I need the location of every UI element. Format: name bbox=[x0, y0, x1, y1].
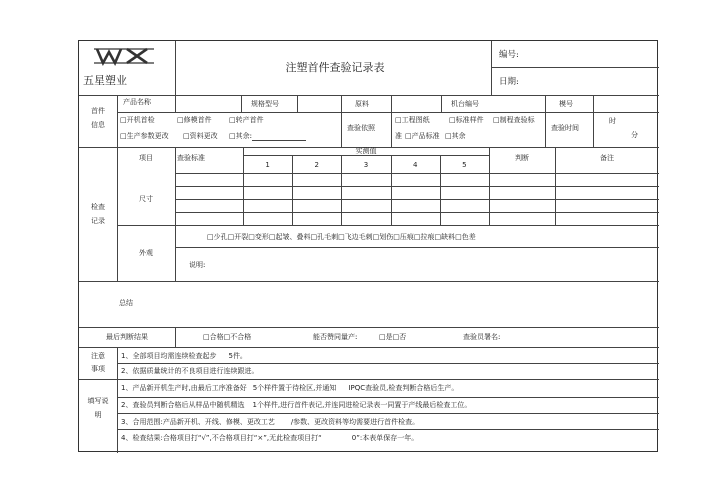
remark-col-header: 备注 bbox=[600, 154, 614, 162]
final-result-options[interactable]: □合格□不合格 bbox=[203, 333, 252, 341]
reason-other[interactable] bbox=[229, 132, 306, 141]
measure-col-4: 4 bbox=[412, 161, 418, 169]
basis-product-std[interactable]: □产品标准 bbox=[405, 132, 440, 140]
basis-other[interactable]: □其余 bbox=[445, 132, 466, 140]
reason-param-change[interactable]: □生产参数更改 bbox=[120, 132, 169, 140]
hour-label: 时 bbox=[609, 117, 616, 125]
judge-col-header: 判断 bbox=[515, 154, 529, 162]
defect-options[interactable]: □少孔□开裂□变形□起皱、叠料□孔毛刺□飞边毛刺□划伤□压痕□拉痕□缺料□色差 bbox=[207, 233, 476, 241]
signer-label: 查验员署名: bbox=[463, 333, 501, 341]
basis-label: 查验依照 bbox=[347, 124, 375, 132]
measured-col-header: 实测值 bbox=[355, 147, 377, 155]
fill-line-4: 4、检查结果:合格项目打“√”,不合格项目打“×”,无此检查项目打“ 0”:本表单保存一年。 bbox=[121, 434, 419, 442]
reason-product-change[interactable]: □转产首件 bbox=[229, 116, 264, 124]
final-result-label: 最后判断结果 bbox=[106, 333, 148, 341]
basis-process-end: 准 bbox=[395, 132, 402, 140]
standard-col-header: 查验标准 bbox=[177, 154, 205, 162]
spec-label: 规格型号 bbox=[251, 100, 279, 108]
fill-label-2: 明 bbox=[94, 411, 102, 419]
mold-no-label: 模号 bbox=[559, 100, 573, 108]
material-label: 原料 bbox=[355, 100, 369, 108]
measure-col-5: 5 bbox=[462, 161, 467, 169]
note-label: 说明: bbox=[189, 261, 206, 269]
measure-col-1: 1 bbox=[265, 161, 270, 169]
minute-label: 分 bbox=[631, 131, 638, 139]
note-line-2: 2、依据质量统计的不良项目进行连续跟进。 bbox=[121, 367, 259, 375]
fill-line-3: 3、合用范围:产品新开机、开线、修模、更改工艺 /参数、更改资料等均需要进行首件检查。 bbox=[121, 418, 420, 426]
machine-no-label: 机台编号 bbox=[451, 100, 479, 108]
product-name-label: 产品名称 bbox=[123, 98, 151, 106]
company-name: 五星塑业 bbox=[83, 74, 127, 87]
reason-other-input[interactable] bbox=[252, 133, 306, 141]
summary-label: 总结 bbox=[119, 299, 133, 307]
wx-logo-icon bbox=[93, 45, 157, 67]
inspection-label-1: 检查 bbox=[91, 203, 105, 211]
mass-production-options[interactable]: □是□否 bbox=[379, 333, 407, 341]
fill-line-1: 1、产品新开机生产时,由最后工序准备好 5个样件置于待检区,并通知 IPQC查验员,检查判断合格后生产。 bbox=[121, 384, 459, 392]
notes-label-2: 事项 bbox=[91, 365, 105, 373]
date-label: 日期: bbox=[499, 77, 519, 87]
reason-doc-change[interactable]: □资料更改 bbox=[183, 132, 218, 140]
basis-process[interactable]: □制程查验标 bbox=[493, 116, 535, 124]
size-label: 尺寸 bbox=[139, 195, 153, 203]
reason-other-label: □其余: bbox=[229, 132, 252, 140]
measure-col-3: 3 bbox=[363, 161, 369, 169]
basis-sample[interactable]: □标准样件 bbox=[449, 116, 484, 124]
info-label-2: 信息 bbox=[91, 121, 105, 129]
mass-production-label: 能否赞同量产: bbox=[313, 333, 358, 341]
measure-col-2: 2 bbox=[314, 161, 320, 169]
basis-drawing[interactable]: □工程图纸 bbox=[395, 116, 430, 124]
inspection-label-2: 记录 bbox=[91, 217, 105, 225]
item-col-header: 项目 bbox=[139, 154, 153, 162]
note-line-1: 1、全部项目均需连续检查起步 5件。 bbox=[121, 352, 247, 360]
form-title: 注塑首件查验记录表 bbox=[285, 61, 385, 74]
reason-mold-repair[interactable]: □修模首件 bbox=[177, 116, 212, 124]
inspection-form bbox=[78, 40, 658, 452]
time-label: 查验时间 bbox=[551, 124, 579, 132]
number-label: 编号: bbox=[499, 50, 519, 60]
info-label-1: 首件 bbox=[91, 107, 105, 115]
notes-label-1: 注意 bbox=[91, 352, 105, 360]
fill-line-2: 2、查验员判断合格后从样品中随机精选 1个样件,进行首件表记,并连同进检记录表一同置于产线最后检查工位。 bbox=[121, 401, 472, 409]
reason-first-start[interactable]: □开机首检 bbox=[120, 116, 155, 124]
appearance-label: 外观 bbox=[139, 249, 153, 257]
fill-label-1: 填写说 bbox=[87, 397, 109, 405]
